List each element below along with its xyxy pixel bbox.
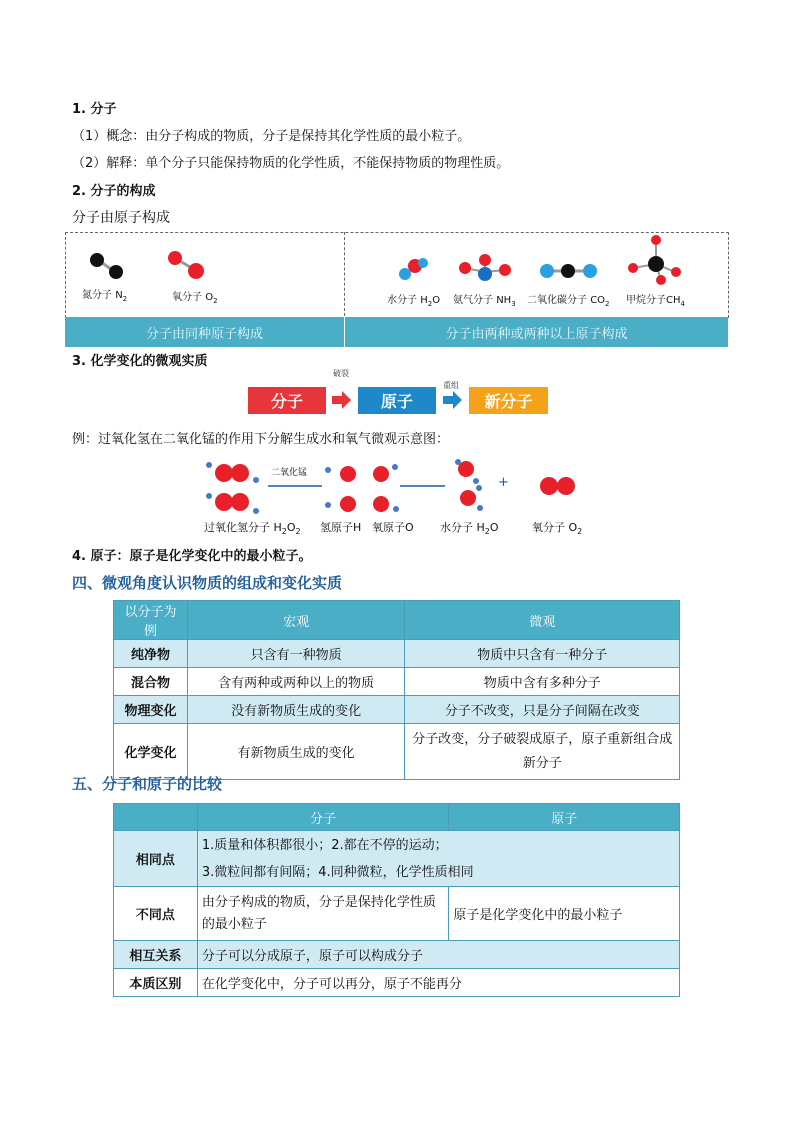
section1-heading: 1. 分子 xyxy=(72,102,117,117)
row-label: 纯净物 xyxy=(114,640,188,668)
flow-step-break: 破裂 xyxy=(333,369,349,378)
nh3-label: 氨气分子 $NH_3$ xyxy=(453,295,516,308)
macro-cell: 有新物质生成的变化 xyxy=(187,724,405,780)
flow-arrow-1-icon xyxy=(332,391,352,409)
diff-atom-cell: 原子是化学变化中的最小粒子 xyxy=(449,887,680,941)
co2-label: 二氧化碳分子 $CO_2$ xyxy=(527,295,610,308)
header-cell: 原子 xyxy=(449,804,680,831)
flow-arrow-2-icon xyxy=(443,391,463,409)
section1-explain: （2）解释：单个分子只能保持物质的化学性质，不能保持物质的物理性质。 xyxy=(72,156,510,171)
n2-label: 氮分子 $N_2$ xyxy=(82,290,128,303)
macro-cell: 含有两种或两种以上的物质 xyxy=(187,668,405,696)
ch4-label: 甲烷分子$CH_4$ xyxy=(626,295,685,308)
same-points-cell xyxy=(197,831,679,887)
section2-heading: 2. 分子的构成 xyxy=(72,184,156,199)
same-point-line: 3.微粒间都有间隔；4.同种微粒，化学性质相同 xyxy=(201,864,474,880)
part5-title: 五、分子和原子的比较 xyxy=(72,775,223,793)
catalyst-label: 二氧化锰 xyxy=(271,468,308,478)
section2-intro: 分子由原子构成 xyxy=(72,210,170,226)
h2o-molecule xyxy=(399,258,428,280)
n2-molecule xyxy=(90,253,123,279)
table-row xyxy=(114,887,680,941)
table-row xyxy=(114,640,680,668)
same-point-line: 1.质量和体积都很小；2.都在不停的运动； xyxy=(201,837,448,853)
table-header-row xyxy=(114,601,680,640)
table-row xyxy=(114,969,680,997)
row-label: 不同点 xyxy=(114,887,198,941)
row-label: 混合物 xyxy=(114,668,188,696)
header-cell: 分子 xyxy=(197,804,449,831)
h2o-label: 水分子 $H_2O$ xyxy=(387,295,441,308)
header-cell: 宏观 xyxy=(187,601,405,640)
h-atom-label: 氢原子H xyxy=(320,521,362,534)
micro-cell: 分子不改变，只是分子间隔在改变 xyxy=(405,696,680,724)
essence-cell: 在化学变化中，分子可以再分，原子不能再分 xyxy=(197,969,679,997)
example-text: 例：过氧化氢在二氧化锰的作用下分解生成水和氧气微观示意图： xyxy=(72,432,450,447)
band-same-atoms: 分子由同种原子构成 xyxy=(65,317,344,347)
row-label: 相互关系 xyxy=(114,941,198,969)
nh3-molecule xyxy=(459,254,511,281)
diff-molecule-cell: 由分子构成的物质，分子是保持化学性质的最小粒子 xyxy=(197,887,449,941)
o2-molecule xyxy=(168,251,204,279)
o-atom-label: 氧原子O xyxy=(372,521,414,534)
table-row xyxy=(114,696,680,724)
flow-molecule-box: 分子 xyxy=(248,387,326,414)
flow-atom-box: 原子 xyxy=(358,387,436,414)
header-cell xyxy=(114,804,198,831)
section3-heading: 3. 化学变化的微观实质 xyxy=(72,354,208,369)
row-label: 本质区别 xyxy=(114,969,198,997)
table-row xyxy=(114,724,680,780)
row-label: 物理变化 xyxy=(114,696,188,724)
macro-cell: 只含有一种物质 xyxy=(187,640,405,668)
reaction-illustration xyxy=(200,455,600,520)
table-row xyxy=(114,831,680,887)
plus-sign: + xyxy=(498,475,509,490)
flow-step-recombine: 重组 xyxy=(443,381,459,390)
row-label: 相同点 xyxy=(114,831,198,887)
micro-cell: 物质中含有多种分子 xyxy=(405,668,680,696)
o2-label: 氧分子 $O_2$ xyxy=(172,292,218,305)
micro-cell: 分子改变，分子破裂成原子，原子重新组合成新分子 xyxy=(405,724,680,780)
part5-table xyxy=(113,803,680,997)
macro-cell: 没有新物质生成的变化 xyxy=(187,696,405,724)
relation-cell: 分子可以分成原子，原子可以构成分子 xyxy=(197,941,679,969)
part4-table xyxy=(113,600,680,780)
micro-cell: 物质中只含有一种分子 xyxy=(405,640,680,668)
ch4-molecule xyxy=(628,235,681,285)
table-row xyxy=(114,668,680,696)
header-cell: 微观 xyxy=(405,601,680,640)
oxygen-label: 氧分子 $O_2$ xyxy=(532,521,583,537)
table-header-row xyxy=(114,804,680,831)
water-label: 水分子 $H_2O$ xyxy=(440,521,499,537)
row-label: 化学变化 xyxy=(114,724,188,780)
section4-heading: 4. 原子：原子是化学变化中的最小粒子。 xyxy=(72,549,312,564)
band-different-atoms: 分子由两种或两种以上原子构成 xyxy=(345,317,728,347)
section1-concept: （1）概念：由分子构成的物质，分子是保持其化学性质的最小粒子。 xyxy=(72,129,471,144)
co2-molecule xyxy=(540,264,597,278)
flow-new-molecule-box: 新分子 xyxy=(469,387,548,414)
part4-title: 四、微观角度认识物质的组成和变化实质 xyxy=(72,574,343,592)
table-row xyxy=(114,941,680,969)
header-cell: 以分子为例 xyxy=(114,601,188,640)
h2o2-label: 过氧化氢分子 $H_2O_2$ xyxy=(204,521,301,537)
